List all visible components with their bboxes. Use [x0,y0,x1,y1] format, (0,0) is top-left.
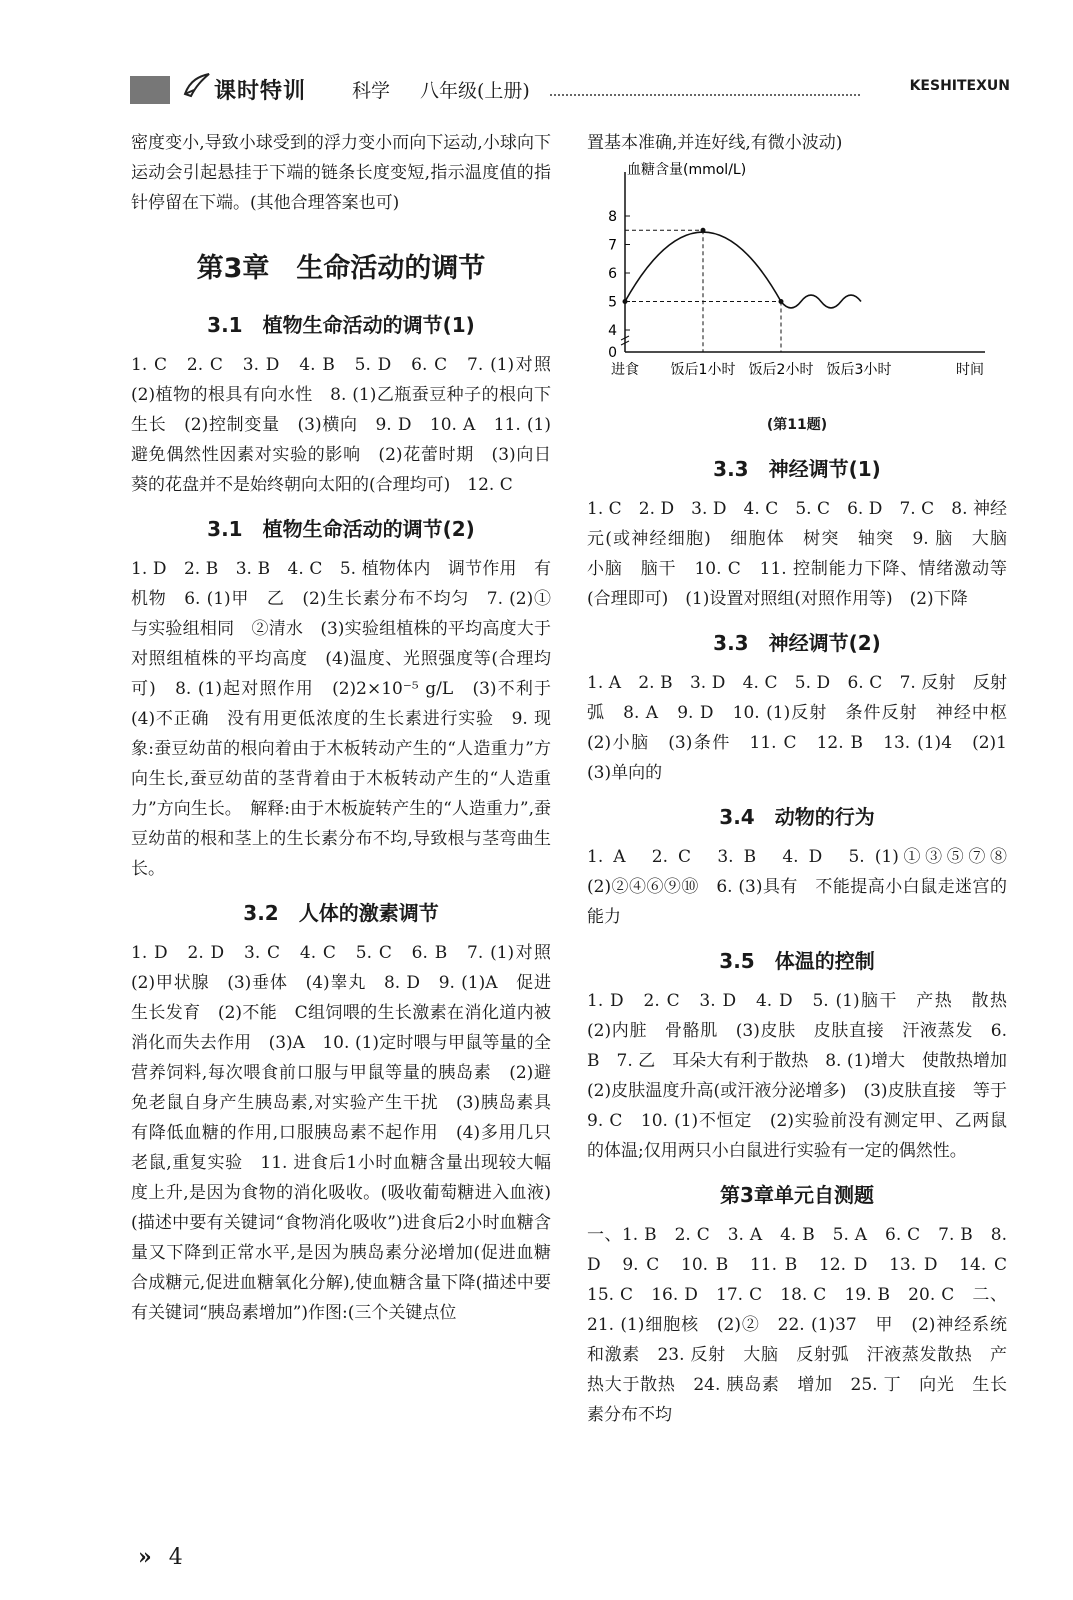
section-title-3-1-a: 3.1 植物生命活动的调节(1) [207,313,475,337]
x-tick-label: 进食 [611,362,639,378]
y-tick-label: 6 [608,266,617,282]
intro-text: 密度变小,导致小球受到的浮力变小而向下运动,小球向下运动会引起悬挂于下端的链条长度变短,指示温度值的指针停留在下端。(其他合理答案也可) [131,133,551,213]
x-tick-label: 饭后1小时 [670,362,736,378]
y-axis-title: 血糖含量(mmol/L) [627,162,747,178]
double-chevron-icon: » [138,1544,152,1570]
left-column [131,128,568,1328]
section-body-3-5: 1. D 2. C 3. D 4. D 5. (1)脑干 产热 散热 (2)内脏 骨骼肌 (3)皮肤 皮肤直接 汗液蒸发 6. B 7. 乙 耳朵大有利于散热 8. (1)增大 使散热增加 (2)皮肤温度升高(或汗液分泌增多) (3)皮肤直接 等于 9. C 10. (1)不恒定 (2)实验前没有测定甲、乙两鼠的体温;仅用两只小白鼠进行实验有一定的偶然性。 [587,991,1024,1161]
chart-svg [587,160,1007,410]
page-number: 4 [168,1545,183,1570]
fluctuation-wave [781,295,861,308]
section-title-3-3-b: 3.3 神经调节(2) [713,631,881,655]
key-data-point [779,299,784,304]
brand-pinyin: KESHITEXUN [909,78,1010,94]
section-body-3-1-b: 1. D 2. B 3. B 4. C 5. 植物体内 调节作用 有机物 6. (1)甲 乙 (2)生长素分布不均匀 7. (2)①与实验组相同 ②清水 (3)实验组植株的平均高度大于对照组植株的平均高度 (4)温度、光照强度等(合理均可) 8. (1)起对照作用 (2)2×10⁻⁵ g/L (3)不利于 (4)不正确 没有用更低浓度的生长素进行实验 9. 现象:蚕豆幼苗的根向着由于木板转动产生的“人造重力”方向生长,蚕豆幼苗的茎背着由于木板转动产生的“人造重力”方向生长。 解释:由于木板旋转产生的“人造重力”,蚕豆幼苗的根和茎上的生长素分布不均,导致根与茎弯曲生长。 [131,559,568,879]
header-dotted-line [550,94,860,96]
section-title-3-2: 3.2 人体的激素调节 [243,901,439,925]
unit-test-body: 一、1. B 2. C 3. A 4. B 5. A 6. C 7. B 8. D 9. C 10. B 11. B 12. D 13. D 14. C 15. C 16. D 17. C 18. C 19. B 20. C 二、21. (1)细胞核 (2)② 22. (1)37 甲 (2)神经系统和激素 23. 反射 大脑 反射弧 汗液蒸发散热 产热大于散热 24. 胰岛素 增加 25. 丁 向光 生长素分布不均 [587,1225,1024,1425]
y-tick-label: 5 [608,294,617,311]
continued-text: 置基本准确,并连好线,有微小波动) [587,133,843,153]
x-tick-label: 饭后3小时 [826,362,892,378]
section-title-3-3-a: 3.3 神经调节(1) [713,457,881,481]
brand-title: 课时特训 [214,78,307,104]
blood-sugar-chart [587,160,1007,410]
section-title-3-5: 3.5 体温的控制 [719,949,875,973]
subject-label: 科学 [352,80,391,102]
section-body-3-3-b: 1. A 2. B 3. D 4. C 5. D 6. C 7. 反射 反射弧 8. A 9. D 10. (1)反射 条件反射 神经中枢 (2)小脑 (3)条件 11. C 12. B 13. (1)4 (2)1 (3)单向的 [587,673,1024,783]
section-title-3-4: 3.4 动物的行为 [719,805,875,829]
key-data-point [623,299,628,304]
x-axis-title: 时间 [956,362,984,378]
page-footer [138,1544,183,1570]
y-tick-label: 7 [608,237,617,254]
section-body-3-2: 1. D 2. D 3. C 4. C 5. C 6. B 7. (1)对照 (2)甲状腺 (3)垂体 (4)睾丸 8. D 9. (1)A 促进生长发育 (2)不能 C组饲喂的生长激素在消化道内被消化而失去作用 (3)A 10. (1)定时喂与甲鼠等量的全营养饲料,每次喂食前口服与甲鼠等量的胰岛素 (2)避免老鼠自身产生胰岛素,对实验产生干扰 (3)胰岛素具有降低血糖的作用,口服胰岛素不起作用 (4)多用几只老鼠,重复实验 11. 进食后1小时血糖含量出现较大幅度上升,是因为食物的消化吸收。(吸收葡萄糖进入血液)(描述中要有关键词“食物消化吸收”)进食后2小时血糖含量又下降到正常水平,是因为胰岛素分泌增加(促进血糖合成糖元,促进血糖氧化分解),使血糖含量下降(描述中要有关键词“胰岛素增加”)作图:(三个关键点位 [131,943,568,1323]
grade-label: 八年级(上册) [420,80,530,102]
y-tick-label: 8 [608,209,617,225]
y-tick-label: 0 [608,345,617,361]
section-body-3-1-a: 1. C 2. C 3. D 4. B 5. D 6. C 7. (1)对照 (2)植物的根具有向水性 8. (1)乙瓶蚕豆种子的根向下生长 (2)控制变量 (3)横向 9. D 10. A 11. (1)避免偶然性因素对实验的影响 (2)花蕾时期 (3)向日葵的花盘并不是始终朝向太阳的(合理均可) 12. C [131,355,568,495]
page-header [130,66,1010,110]
unit-test-title: 第3章单元自测题 [720,1183,874,1207]
header-gray-block [130,76,170,104]
right-column [587,128,1024,1430]
pen-logo-icon [182,70,212,100]
chart-caption: (第11题) [766,417,828,433]
section-body-3-3-a: 1. C 2. D 3. D 4. C 5. C 6. D 7. C 8. 神经元(或神经细胞) 细胞体 树突 轴突 9. 脑 大脑 小脑 脑干 10. C 11. 控制能力下降、情绪激动等(合理即可) (1)设置对照组(对照作用等) (2)下降 [587,499,1024,609]
y-tick-label: 4 [608,323,617,339]
section-body-3-4: 1. A 2. C 3. B 4. D 5. (1)①③⑤⑦⑧ (2)②④⑥⑨⑩ 6. (3)具有 不能提高小白鼠走迷宫的能力 [587,847,1024,927]
key-data-point [701,228,706,233]
x-tick-label: 饭后2小时 [748,362,814,378]
section-title-3-1-b: 3.1 植物生命活动的调节(2) [207,517,475,541]
chapter-title: 第3章 生命活动的调节 [196,253,486,284]
